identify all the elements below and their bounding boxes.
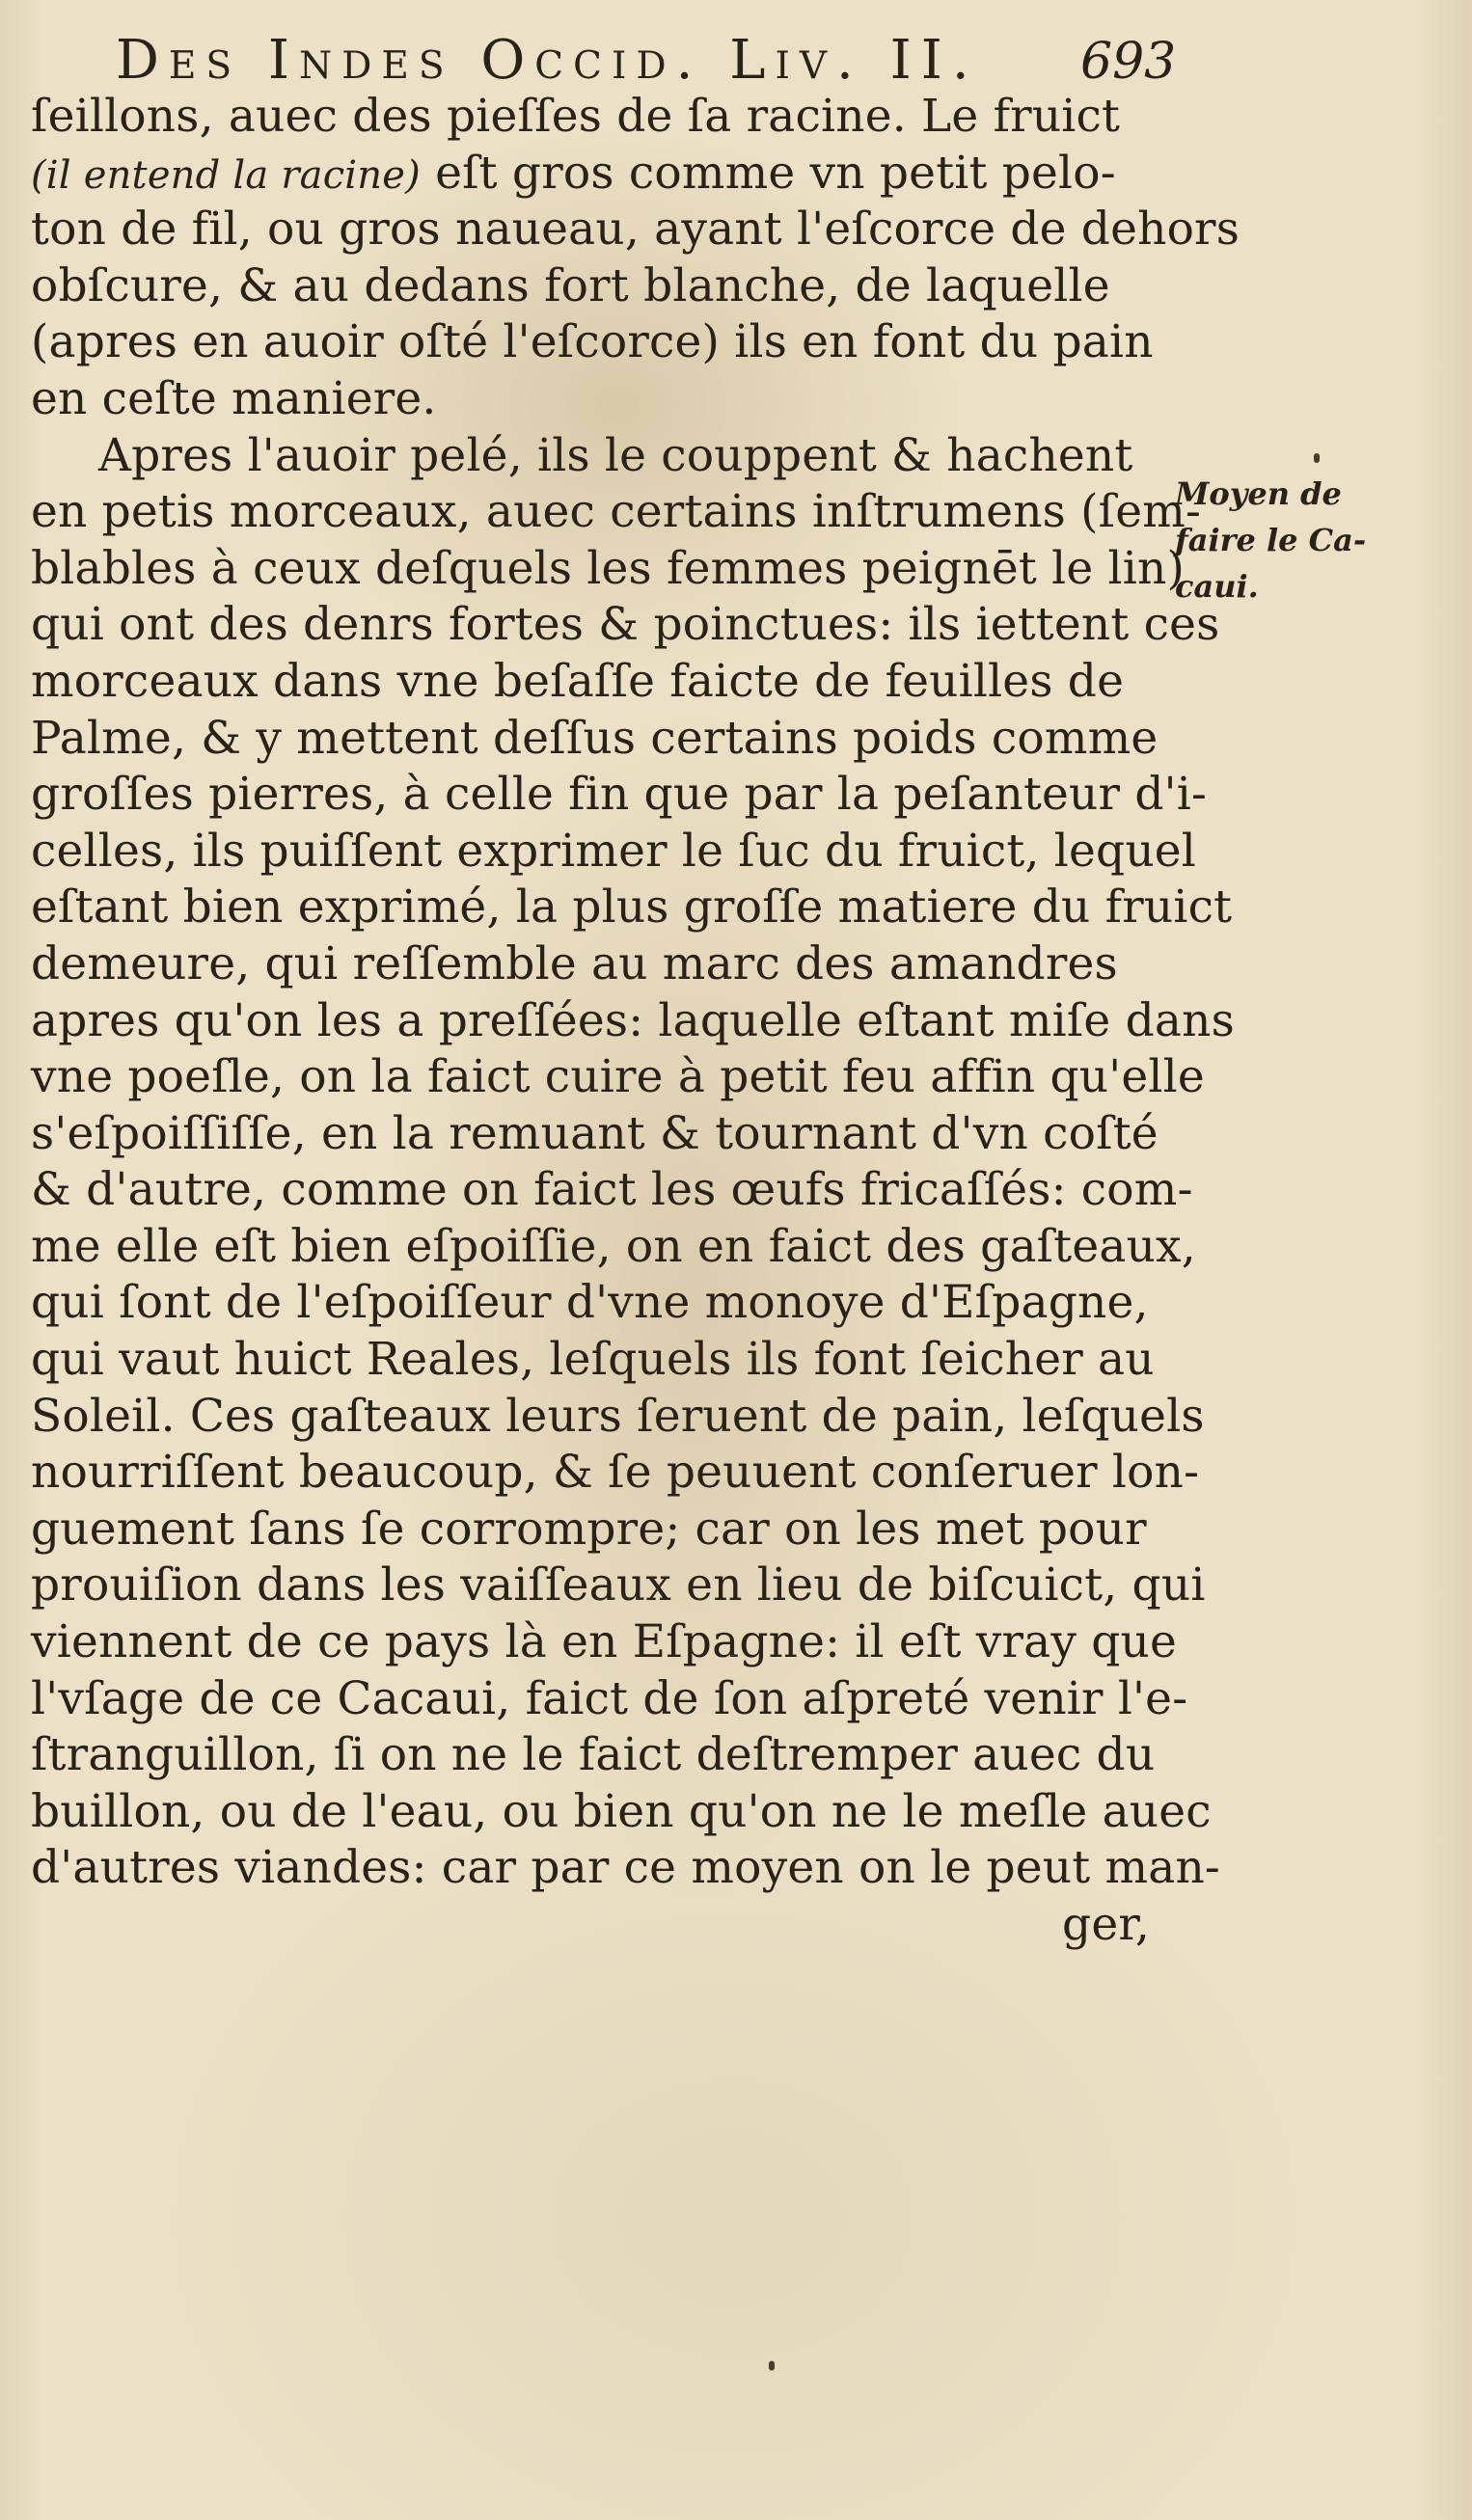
text-line: s'eſpoiſſiſſe, en la remuant & tournant d'vn coſté xyxy=(31,1106,1159,1160)
marginal-note-line: caui. xyxy=(1175,568,1259,605)
marginal-note-line: Moyen de xyxy=(1175,475,1342,512)
text-line: blables à ceux deſquels les femmes peignēt le lin) xyxy=(31,541,1186,595)
text-line: qui vaut huict Reales, leſquels ils font ſeicher au xyxy=(31,1333,1155,1387)
text-line: ſtranguillon, ſi on ne le faict deſtremper auec du xyxy=(31,1728,1156,1782)
marginal-note xyxy=(1175,471,1368,610)
editorial-gloss: (il entend la racine) xyxy=(31,152,421,198)
paragraph-first-line: Apres l'auoir pelé, ils le couppent & hachent xyxy=(98,428,1133,482)
margin-speck xyxy=(1314,453,1320,463)
text-line: (apres en auoir oſté l'eſcorce) ils en font du pain xyxy=(31,315,1154,369)
running-head: Des Indes Occid. Liv. II. xyxy=(116,29,979,92)
text-line: viennent de ce pays là en Eſpagne: il eſt vray que xyxy=(31,1615,1178,1669)
text-line xyxy=(31,146,1188,203)
text-line: groſſes pierres, à celle fin que par la peſanteur d'i- xyxy=(31,768,1208,822)
text-line: en ceſte maniere. xyxy=(31,371,437,425)
text-line: celles, ils puiſſent exprimer le ſuc du fruict, lequel xyxy=(31,824,1197,878)
text-line: me elle eſt bien eſpoiſſie, on en faict des gaſteaux, xyxy=(31,1219,1196,1273)
text-line: nourriſſent beaucoup, & ſe peuuent conſeruer lon- xyxy=(31,1446,1200,1500)
text-line: guement ſans ſe corrompre; car on les met pour xyxy=(31,1502,1147,1556)
text-line: qui ont des denrs fortes & poinctues: ils iettent ces xyxy=(31,598,1220,652)
text-line-rest: eſt gros comme vn petit pelo- xyxy=(420,146,1116,200)
text-line: morceaux dans vne beſaſſe faicte de feuilles de xyxy=(31,654,1125,708)
body-text xyxy=(31,89,1240,1954)
text-line: vne poeſle, on la faict cuire à petit feu affin qu'elle xyxy=(31,1050,1205,1104)
text-line: ſeillons, auec des pieſſes de ſa racine. Le fruict xyxy=(31,90,1121,143)
text-line: buillon, ou de l'eau, ou bien qu'on ne le meſle auec xyxy=(31,1784,1212,1838)
margin-speck xyxy=(769,2361,775,2371)
text-line: d'autres viandes: car par ce moyen on le peut man- xyxy=(31,1841,1221,1895)
text-line: apres qu'on les a preſſées: laquelle eſtant miſe dans xyxy=(31,993,1235,1047)
marginal-note-line: faire le Ca- xyxy=(1175,522,1367,558)
text-line: prouiſion dans les vaiſſeaux en lieu de biſcuict, qui xyxy=(31,1558,1206,1612)
text-line: qui ſont de l'eſpoiſſeur d'vne monoye d'Eſpagne, xyxy=(31,1276,1149,1330)
text-line: demeure, qui reſſemble au marc des amandres xyxy=(31,936,1118,990)
text-line: en petis morceaux, auec certains inſtrumens (ſem- xyxy=(31,485,1202,539)
text-line: obſcure, & au dedans fort blanche, de laquelle xyxy=(31,258,1110,312)
text-line: Soleil. Ces gaſteaux leurs ſeruent de pain, leſquels xyxy=(31,1389,1205,1443)
text-line: eſtant bien exprimé, la plus groſſe matiere du fruict xyxy=(31,881,1233,935)
page-number: 693 xyxy=(1080,33,1177,91)
catchword: ger, xyxy=(1062,1898,1150,1951)
text-line: Palme, & y mettent deſſus certains poids comme xyxy=(31,711,1159,765)
text-line: ton de fil, ou gros naueau, ayant l'eſcorce de dehors xyxy=(31,203,1240,257)
text-line: & d'autre, comme on faict les œufs fricaſſés: com- xyxy=(31,1163,1193,1217)
text-line: l'vſage de ce Cacaui, faict de ſon aſpreté venir l'e- xyxy=(31,1671,1188,1725)
